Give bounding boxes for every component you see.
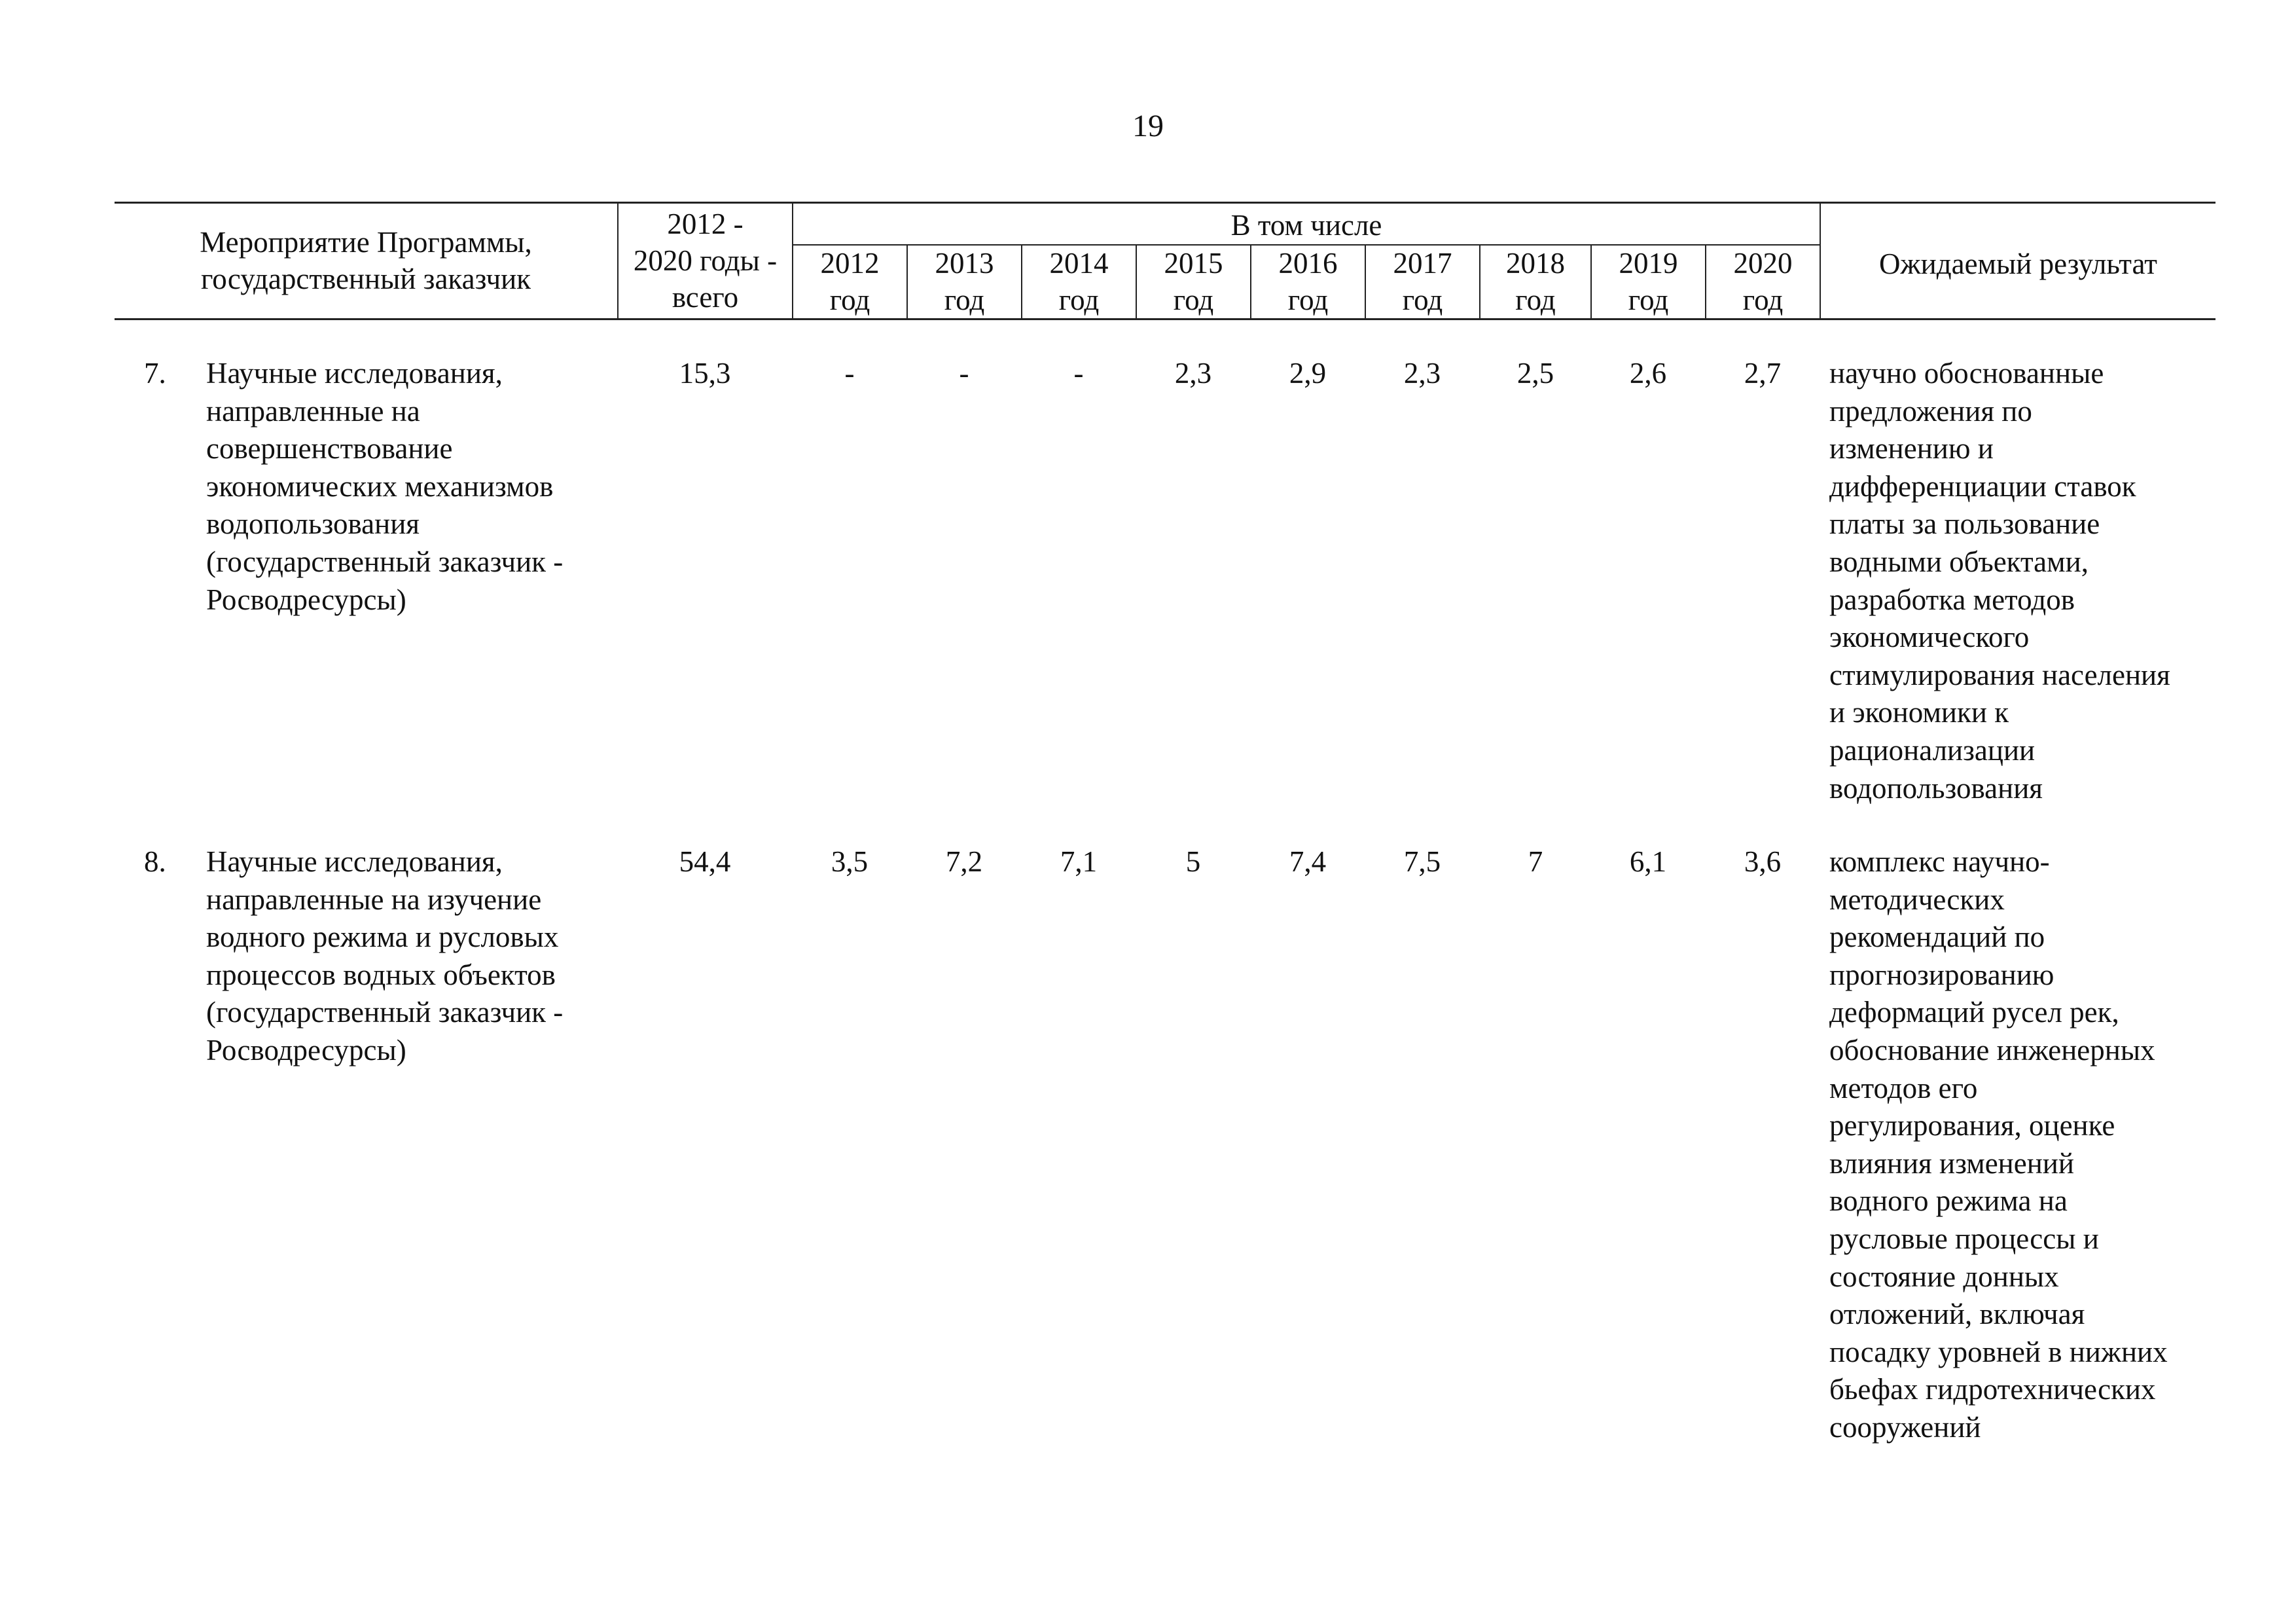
row-number: 8.: [144, 845, 166, 878]
year-value: 5: [1185, 845, 1201, 878]
year-header: [793, 245, 906, 318]
year-value: 7,1: [1060, 845, 1098, 878]
measure-name-line: Росводресурсы): [206, 1033, 406, 1067]
year-label: 2013: [935, 247, 994, 280]
year-value: 3,5: [831, 845, 869, 878]
measure-name-line: водного режима и русловых: [206, 921, 559, 954]
result-line: изменению и: [1829, 432, 1994, 465]
result-line: и экономики к: [1829, 696, 2009, 729]
year-value: 2,5: [1516, 357, 1554, 390]
year-unit: год: [1515, 283, 1556, 316]
measure-name: [206, 355, 625, 619]
measure-name-line: процессов водных объектов: [206, 958, 556, 991]
measure-name-line: (государственный заказчик -: [206, 545, 564, 578]
year-value: 2,6: [1629, 357, 1667, 390]
year-label: 2018: [1506, 247, 1565, 280]
year-value: -: [959, 357, 969, 390]
year-label: 2012: [820, 247, 880, 280]
measure-header-line: Мероприятие Программы,: [200, 226, 532, 259]
year-value: 2,7: [1744, 357, 1782, 390]
expected-result: [1829, 843, 2222, 1447]
result-line: обоснование инженерных: [1829, 1033, 2155, 1067]
result-line: водопользования: [1829, 771, 2043, 805]
total-value: 54,4: [679, 845, 731, 878]
year-unit: год: [1402, 283, 1443, 316]
year-value: 7: [1528, 845, 1543, 878]
header-top-rule: [115, 202, 2215, 204]
year-value: 3,6: [1744, 845, 1782, 878]
year-label: 2019: [1619, 247, 1678, 280]
measure-name-line: экономических механизмов: [206, 469, 554, 503]
result-line: водного режима на: [1829, 1184, 2068, 1218]
measure-header-line: государственный заказчик: [200, 263, 531, 295]
result-line: предложения по: [1829, 394, 2032, 428]
year-label: 2017: [1393, 247, 1452, 280]
result-line: водными объектами,: [1829, 545, 2089, 578]
result-line: экономического: [1829, 621, 2030, 654]
result-line: дифференциации ставок: [1829, 469, 2136, 503]
result-line: влияния изменений: [1829, 1146, 2074, 1180]
total-header-line: 2020 годы -: [633, 244, 778, 277]
year-unit: год: [1058, 283, 1100, 316]
measure-name-line: направленные на: [206, 394, 420, 428]
year-header: [1706, 245, 1820, 318]
result-line: стимулирования населения: [1829, 658, 2170, 691]
result-line: состояние донных: [1829, 1260, 2059, 1293]
result-line: методов его: [1829, 1071, 1978, 1104]
result-line: научно обоснованные: [1829, 357, 2104, 390]
year-unit: год: [1287, 283, 1329, 316]
year-value: 7,5: [1403, 845, 1441, 878]
year-header: [1137, 245, 1250, 318]
year-value: 7,2: [945, 845, 983, 878]
result-line: платы за пользование: [1829, 507, 2100, 541]
measure-name-line: (государственный заказчик -: [206, 996, 564, 1029]
year-header: [908, 245, 1021, 318]
year-value: 2,9: [1289, 357, 1327, 390]
year-value: 7,4: [1289, 845, 1327, 878]
year-value: 2,3: [1403, 357, 1441, 390]
measure-name-line: направленные на изучение: [206, 883, 542, 916]
year-value: -: [844, 357, 855, 390]
result-line: разработка методов: [1829, 583, 2075, 616]
year-header: [1366, 245, 1479, 318]
year-unit: год: [829, 283, 870, 316]
result-line: бьефах гидротехнических: [1829, 1373, 2156, 1406]
header-bottom-rule: [115, 318, 2215, 320]
measure-name-line: водопользования: [206, 507, 420, 541]
including-header: В том числе: [1230, 209, 1382, 242]
result-line: посадку уровней в нижних: [1829, 1335, 2168, 1368]
result-line: рекомендаций по: [1829, 921, 2045, 954]
year-header: [1592, 245, 1705, 318]
measure-header: [115, 224, 617, 297]
result-line: русловые процессы и: [1829, 1222, 2099, 1255]
year-unit: год: [1742, 283, 1784, 316]
year-value: -: [1073, 357, 1084, 390]
result-line: регулирования, оценке: [1829, 1109, 2115, 1142]
total-value: 15,3: [679, 357, 731, 390]
result-line: комплекс научно-: [1829, 845, 2050, 878]
measure-name-line: Росводресурсы): [206, 583, 406, 616]
year-label: 2016: [1278, 247, 1338, 280]
year-value: 2,3: [1174, 357, 1212, 390]
year-label: 2020: [1733, 247, 1793, 280]
total-header-line: 2012 -: [667, 208, 744, 240]
measure-name-line: Научные исследования,: [206, 357, 503, 390]
result-line: отложений, включая: [1829, 1298, 2085, 1331]
year-header: [1251, 245, 1365, 318]
result-header: Ожидаемый результат: [1879, 247, 2157, 280]
result-line: методических: [1829, 883, 2005, 916]
expected-result: [1829, 355, 2222, 807]
year-unit: год: [1628, 283, 1669, 316]
measure-name: [206, 843, 625, 1070]
year-header: [1480, 245, 1590, 318]
year-value: 6,1: [1629, 845, 1667, 878]
measure-name-line: Научные исследования,: [206, 845, 503, 878]
result-line: рационализации: [1829, 733, 2036, 767]
year-unit: год: [944, 283, 985, 316]
year-label: 2015: [1164, 247, 1223, 280]
year-label: 2014: [1049, 247, 1109, 280]
year-header: [1022, 245, 1136, 318]
total-header: [619, 206, 792, 316]
measure-name-line: совершенствование: [206, 432, 453, 465]
total-header-line: всего: [672, 281, 739, 314]
result-line: деформаций русел рек,: [1829, 996, 2119, 1029]
page-number: 19: [1132, 109, 1164, 143]
result-line: сооружений: [1829, 1410, 1981, 1444]
year-unit: год: [1173, 283, 1214, 316]
row-number: 7.: [144, 357, 166, 390]
result-line: прогнозированию: [1829, 958, 2054, 991]
